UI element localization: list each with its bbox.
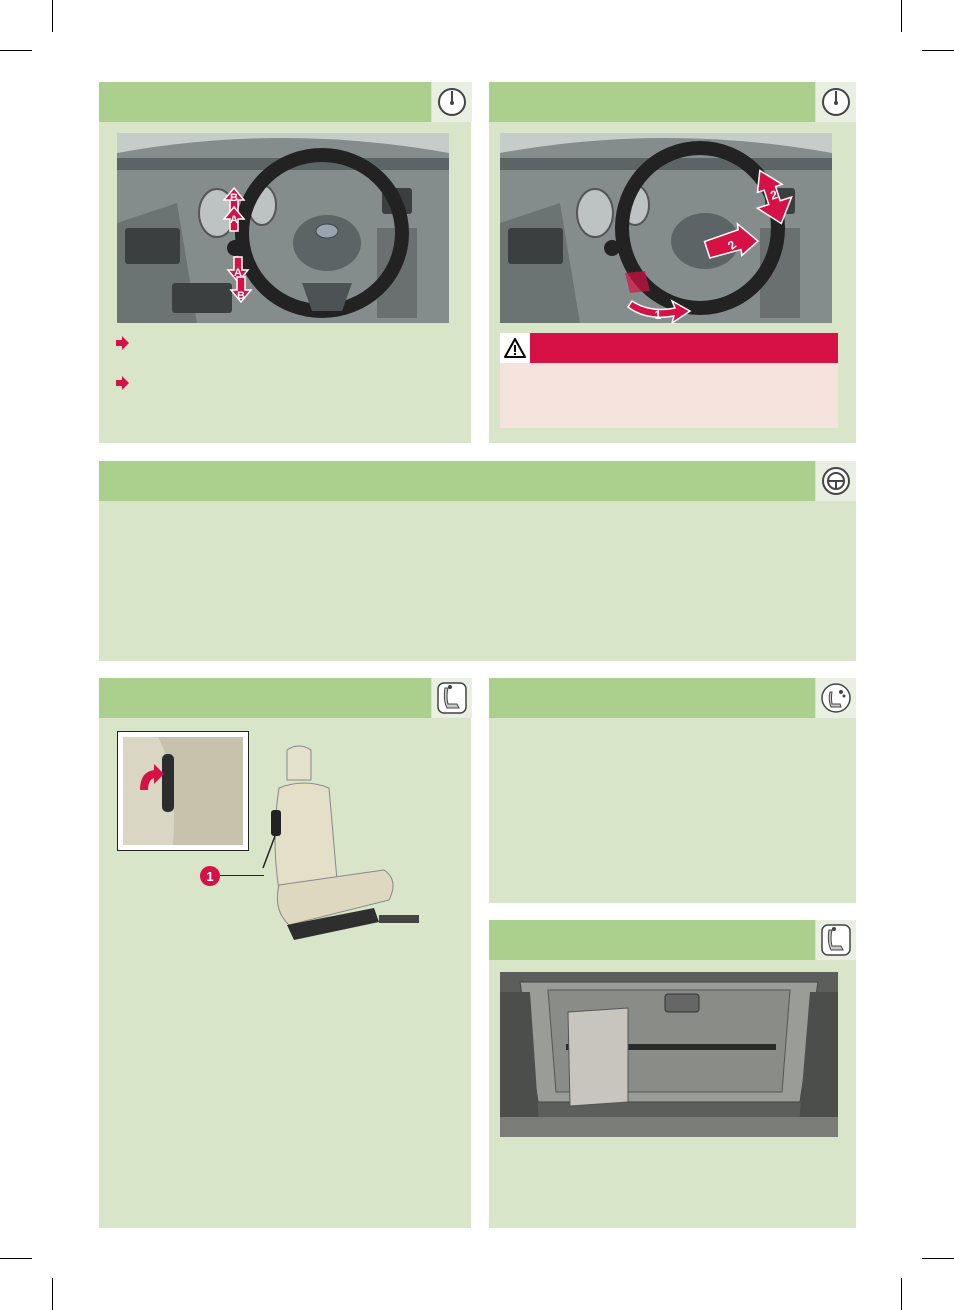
crop-mark	[0, 1258, 32, 1259]
panel-header	[99, 678, 431, 718]
panel-header	[489, 920, 815, 960]
seat-photo	[249, 740, 449, 960]
crop-mark	[901, 0, 902, 32]
panel-header	[489, 82, 815, 122]
panel-climate	[489, 678, 856, 903]
photo-label: B	[237, 290, 245, 302]
arrow-bullet-icon	[114, 335, 130, 351]
panel-cargo	[489, 920, 856, 1228]
cargo-photo	[500, 972, 838, 1137]
photo-label: 2	[724, 237, 740, 253]
crop-mark	[52, 1278, 53, 1310]
panel-steering-wheel	[99, 461, 856, 661]
callout-line	[220, 875, 264, 876]
gauge-icon	[432, 82, 472, 122]
crop-mark	[922, 1258, 954, 1259]
seat-icon	[816, 920, 856, 960]
climate-seat-icon	[816, 678, 856, 718]
callout-number: 1	[206, 868, 214, 884]
seat-icon	[432, 678, 472, 718]
photo-label: A	[234, 267, 242, 279]
crop-mark	[0, 50, 32, 51]
crop-mark	[901, 1278, 902, 1310]
steering-adjust-photo	[500, 133, 832, 323]
arrow-bullet-icon	[114, 375, 130, 391]
dashboard-photo	[117, 133, 449, 323]
warning-banner	[500, 333, 838, 363]
warning-body	[500, 363, 838, 428]
panel-header	[99, 82, 431, 122]
photo-label: A	[230, 214, 238, 226]
panel-seat	[99, 678, 471, 1228]
panel-header	[489, 678, 815, 718]
warning-triangle-icon	[500, 333, 530, 363]
crop-mark	[52, 0, 53, 32]
crop-mark	[922, 50, 954, 51]
panel-steering-adjust	[489, 82, 856, 443]
photo-label: B	[230, 192, 238, 204]
gauge-icon	[816, 82, 856, 122]
seat-lever-inset	[117, 731, 249, 851]
photo-label: 1	[654, 308, 662, 322]
panel-header	[99, 461, 815, 501]
photo-label: 2	[768, 187, 780, 203]
seat-lever-callout	[200, 866, 220, 886]
steering-wheel-icon	[816, 461, 856, 501]
panel-steering-controls	[99, 82, 471, 443]
